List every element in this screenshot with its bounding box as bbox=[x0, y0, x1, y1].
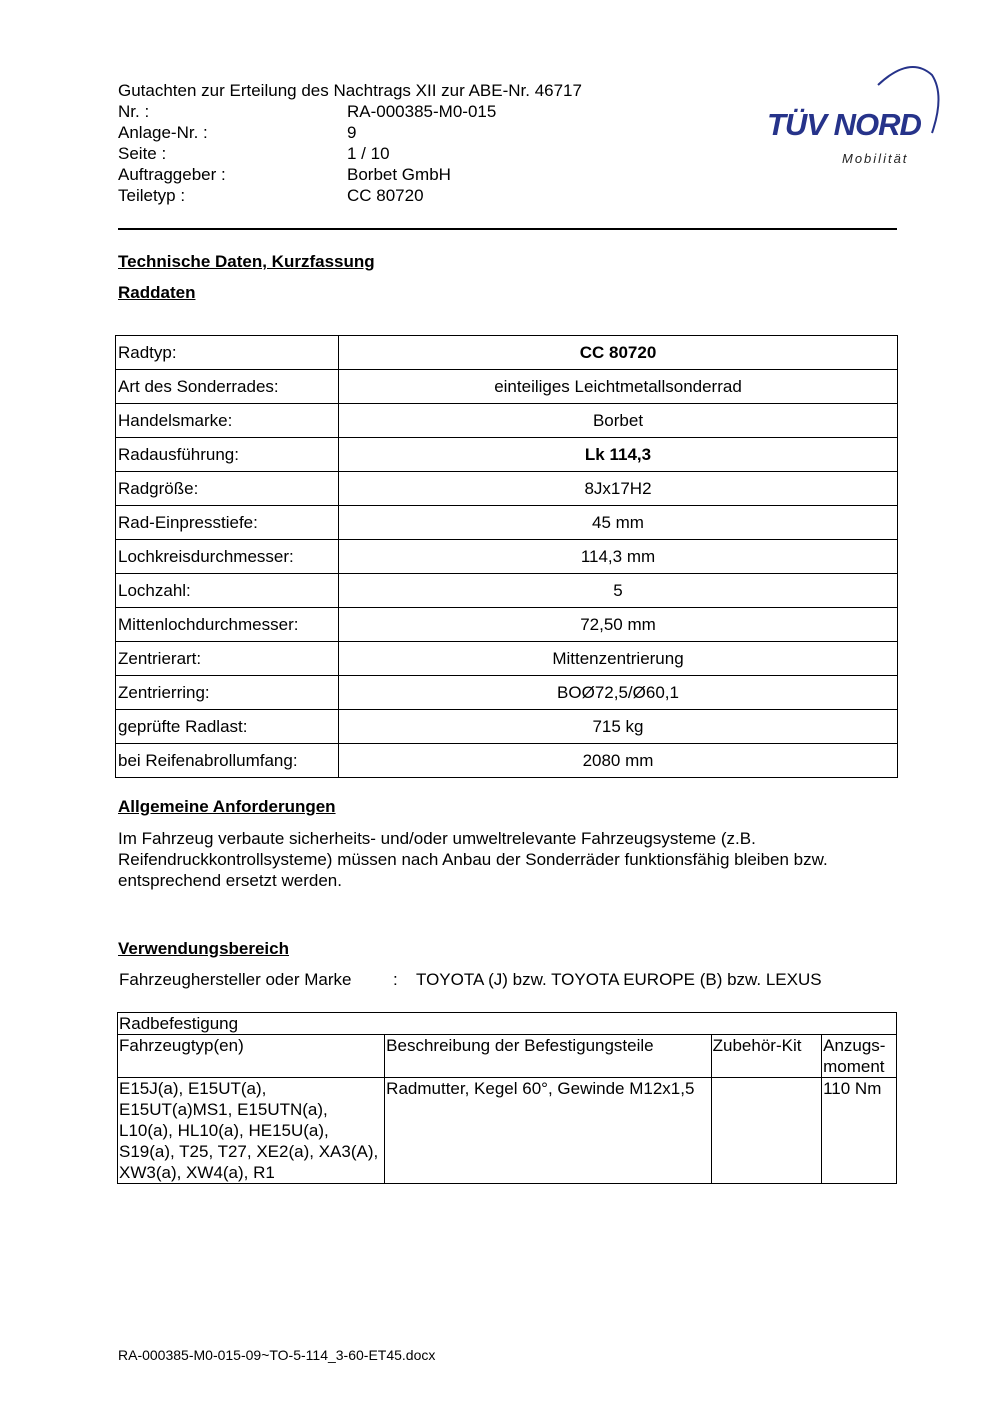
header-row-teiletyp bbox=[118, 185, 582, 206]
table-cell-value: Lk 114,3 bbox=[339, 438, 898, 472]
logo-brand: TÜV NORD bbox=[767, 107, 921, 142]
document-header bbox=[118, 80, 582, 206]
table-cell-value: 72,50 mm bbox=[339, 608, 898, 642]
footer-filename: RA-000385-M0-015-09~TO-5-114_3-60-ET45.docx bbox=[118, 1347, 436, 1363]
header-value: 1 / 10 bbox=[347, 144, 390, 163]
header-label: Teiletyp : bbox=[118, 186, 186, 205]
table-cell: Radmutter, Kegel 60°, Gewinde M12x1,5 bbox=[385, 1078, 711, 1184]
table-cell-label: Lochzahl: bbox=[116, 574, 339, 608]
table-row bbox=[116, 540, 898, 574]
header-label: Nr. : bbox=[118, 102, 150, 121]
header-label: Auftraggeber : bbox=[118, 165, 226, 184]
table-cell-value: 715 kg bbox=[339, 710, 898, 744]
table-row bbox=[116, 744, 898, 778]
table-cell-value: Borbet bbox=[339, 404, 898, 438]
table-cell-value: einteiliges Leichtmetallsonderrad bbox=[339, 370, 898, 404]
table-row bbox=[116, 710, 898, 744]
table-cell bbox=[711, 1078, 821, 1184]
table-cell-label: Radausführung: bbox=[116, 438, 339, 472]
table-cell-label: bei Reifenabrollumfang: bbox=[116, 744, 339, 778]
table-cell-label: Mittenlochdurchmesser: bbox=[116, 608, 339, 642]
table-cell-value: CC 80720 bbox=[339, 336, 898, 370]
column-header: Zubehör-Kit bbox=[711, 1035, 821, 1078]
section-heading-allgemein: Allgemeine Anforderungen bbox=[118, 797, 336, 816]
table-row bbox=[116, 676, 898, 710]
table-cell-label: Rad-Einpresstiefe: bbox=[116, 506, 339, 540]
table-row bbox=[116, 404, 898, 438]
section-heading-raddaten: Raddaten bbox=[118, 283, 196, 302]
table-cell: 110 Nm bbox=[822, 1078, 897, 1184]
table-cell-value: Mittenzentrierung bbox=[339, 642, 898, 676]
table-cell-label: Handelsmarke: bbox=[116, 404, 339, 438]
table-cell-value: 114,3 mm bbox=[339, 540, 898, 574]
section-heading-verwendung: Verwendungsbereich bbox=[118, 939, 289, 958]
table-caption-row bbox=[118, 1013, 897, 1035]
table-cell-value: 8Jx17H2 bbox=[339, 472, 898, 506]
table-row bbox=[116, 608, 898, 642]
table-cell-value: 2080 mm bbox=[339, 744, 898, 778]
table-cell-label: Zentrierring: bbox=[116, 676, 339, 710]
table-cell-label: Radgröße: bbox=[116, 472, 339, 506]
header-value: CC 80720 bbox=[347, 186, 424, 205]
table-row bbox=[116, 506, 898, 540]
allgemein-paragraph: Im Fahrzeug verbaute sicherheits- und/oder umweltrelevante Fahrzeugsysteme (z.B. Reifendruckkontrollsysteme) müssen nach Anbau der Sonderräder funktionsfähig bleiben bzw. entsprechend ersetzt werden. bbox=[118, 829, 828, 890]
table-cell-label: Zentrierart: bbox=[116, 642, 339, 676]
tuv-nord-logo bbox=[760, 55, 940, 175]
table-cell-value: BOØ72,5/Ø60,1 bbox=[339, 676, 898, 710]
document-title: Gutachten zur Erteilung des Nachtrags XII zur ABE-Nr. 46717 bbox=[118, 81, 582, 100]
column-header: Anzugs-moment bbox=[822, 1035, 897, 1078]
table-cell-label: Lochkreisdurchmesser: bbox=[116, 540, 339, 574]
header-value: RA-000385-M0-015 bbox=[347, 102, 497, 121]
fixing-table bbox=[117, 1012, 897, 1184]
header-row-auftraggeber bbox=[118, 164, 582, 185]
table-row bbox=[116, 574, 898, 608]
header-label: Seite : bbox=[118, 144, 167, 163]
table-row bbox=[116, 438, 898, 472]
fixing-caption: Radbefestigung bbox=[118, 1013, 897, 1035]
header-divider bbox=[118, 228, 897, 230]
table-cell-label: geprüfte Radlast: bbox=[116, 710, 339, 744]
table-cell-label: Art des Sonderrades: bbox=[116, 370, 339, 404]
table-row bbox=[116, 642, 898, 676]
header-row-seite bbox=[118, 143, 582, 164]
table-cell: E15J(a), E15UT(a), E15UT(a)MS1, E15UTN(a), L10(a), HL10(a), HE15U(a), S19(a), T25, T27, XE2(a), XA3(A), XW3(a), XW4(a), R1 bbox=[118, 1078, 385, 1184]
column-header: Fahrzeugtyp(en) bbox=[118, 1035, 385, 1078]
table-row bbox=[118, 1078, 897, 1184]
usage-value: TOYOTA (J) bzw. TOYOTA EUROPE (B) bzw. LEXUS bbox=[416, 970, 822, 989]
usage-line bbox=[119, 970, 822, 990]
header-value: 9 bbox=[347, 123, 357, 142]
table-cell-label: Radtyp: bbox=[116, 336, 339, 370]
header-row-anlage bbox=[118, 122, 582, 143]
wheel-data-table bbox=[115, 335, 898, 778]
usage-label: Fahrzeughersteller oder Marke bbox=[119, 970, 352, 989]
header-row-nr bbox=[118, 101, 582, 122]
logo-subtitle: Mobilität bbox=[842, 151, 909, 166]
table-row bbox=[116, 336, 898, 370]
column-header: Beschreibung der Befestigungsteile bbox=[385, 1035, 711, 1078]
header-label: Anlage-Nr. : bbox=[118, 123, 208, 142]
table-row bbox=[116, 370, 898, 404]
table-header-row bbox=[118, 1035, 897, 1078]
section-heading-technische: Technische Daten, Kurzfassung bbox=[118, 252, 375, 271]
table-cell-value: 45 mm bbox=[339, 506, 898, 540]
usage-separator: : bbox=[393, 970, 398, 989]
table-row bbox=[116, 472, 898, 506]
table-cell-value: 5 bbox=[339, 574, 898, 608]
header-value: Borbet GmbH bbox=[347, 165, 451, 184]
